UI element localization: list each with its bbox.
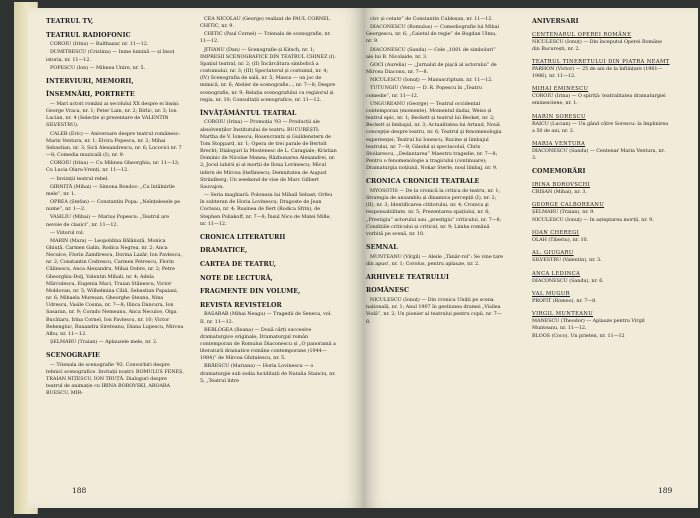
subject-name: ANCA LEDINCA [532,270,581,277]
index-entry: MUNTEANU (Virgil) — Aleile „Tânăr-rol”: Se vine tare din apus!, nr. 1; Corolus, pentru aplauze, nr. 2. [366,253,503,267]
subject-name: GEORGE CALBOREANU [532,201,605,208]
index-entry: RAICU (Lucian) — Un gând către Sorescu: la împlinirea a 50 de ani, nr. 2. [532,120,669,134]
index-entry: NICULESCU (Ionuț) — Manuscriptum, nr. 11—12. [370,77,493,84]
right-page-number: 189 [658,486,673,495]
section-heading: ÎNSEMNĂRI, PORTRETE [46,91,135,99]
index-entry: DIACONESCU (Sandu), nr. 6. [532,277,604,284]
section-heading: CRONICA LITERATURII [200,233,286,241]
section-heading: SCENOGRAFIE [46,352,100,360]
subject-name: IOAN CHEREGI [532,230,580,237]
index-entry: circ și cetate” de Constantin Cubleșan, nr. 11—12. [370,16,493,22]
index-entry: — Viitorul rol. [50,229,85,236]
section-heading: CRONICA CRONICII TEATRALE [366,178,480,186]
section-heading: COMEMORĂRI [532,168,586,176]
subject-name: TEATRUL TINERETULUI DIN PIATRA NEAMȚ [532,58,670,65]
index-entry: CHITIC (Paul Cornel) — Trienala de scenografie, nr. 11—12. [200,31,331,45]
index-entry: BLOOS (Coco), Un prieten, nr. 11—12 [532,333,625,340]
index-entry: DIACONESCU (Romulus) — Comediografie lui Mihai Georgescu, nr. 6; „Caietul de regie” de Bogdan Ulmu, nr. 9. [366,24,500,45]
index-entry: TUTUNGIU (Vera) — D. R. Popescu în „Teatru comedie”, nr. 11—12. [366,85,482,99]
index-entry: — Seria maghiară: Poloneza lui Mihail Sebast; Orfeu în subteran de Horia Lovinescu; Dragoste de Jean Cocteau, nr. 4; Rușinea de fiert (Rodica Sfrin), de Stephen Poliakoff, nr. 7—8; Însul Nico de Matei Mille, nr. 11—12. [200,192,333,227]
section-heading: INTERVIURI, MEMORII, [46,77,134,85]
section-heading: ANIVERSARI [532,18,579,25]
section-heading: TEATRUL TV, [46,18,94,25]
section-heading: REVISTA REVISTELOR [200,301,282,309]
index-entry: GIRNIȚĂ (Mihai) — Simona Bondoc: „Cu întâlnirile mele”, nr. 1. [46,183,175,197]
subject-name: MIHAI EMINESCU [532,86,589,93]
section-heading: NOTE DE LECTURĂ, [200,274,273,282]
subject-name: VAL MUGUR [532,290,570,297]
index-entry: BASARAB (Mihai Neagu) — Tragedii de Seneca, vol. II, nr. 11—12. [200,311,332,325]
index-entry: UNGUREANU (George) — Teatrul occidental contemporan (momente). Momentul dadai, Weiss și teatrul epic, nr. 1; Beckett și teatrul lui Becket, nr. 2; Beckett și limbajul, nr. 3; Actualitatea lui Artaud, Nouă concepție despre teatru, nr. 6; Teatrul şi fenomenologia experienţei; Teatrul lui Ionescu, Rucine și limbajul teatrului, nr. 7—8; Gândul și spectacolul, Chris Stoilarescu, „Dedantarea” Maestru tragedie, nr. 7—8; Pentru o fenomenologie a tragicului (continuare); Dramaturgia noțiunii, Nokar Sterle, noul limbaj, nr. 9. [366,100,502,172]
index-entry: MARIN (Mara) — Leopoldina Bălănuță, Monica Ghiuță, Carmen Galin, Rodica Negrea, nr. 2; Anca Neculce, Florin Zamfirescu, Dorina Lazăr, Ion Pavlescu, nr. 2; Constantin Codrescu, Carmen Petrescu, Florin Călinescu, Anca Alexandru, Mihai Dobre, nr. 2; Petre Gheorghiu-Dolj, Valentin Mihali, nr. 4; Adela Mărculescu, Eugenia Maci, Traian Stănescu, Victor Moldovan, nr. 5; Wilhelmina Cătă, Sebastian Papaiani, nr. 6; Mihaela Mureșan, Gheorghe Șteanu, Nina Udrescu, Vasile Cosma, nr. 7—8; Ilinca Dancura, Ion Sasaran, nr. 9; Corado Nemeanu, Anca Neculce, Olga Bucătaru, Irina Cornel, Ion Pavlescu, nr. 10; Victor Rebengiuc, Ruxandra Sireteanu, Diana Lupescu, Mircea Albu, nr. 11—12. [46,237,184,337]
subject-name: IRINA BOROVSCHI [532,181,591,188]
subject-name: MARIA VENTURA [532,140,586,147]
section-heading: DRAMATICE, [200,247,248,255]
index-entry: MANESCU (Theodor) — Aplauze pentru Virgil Munteanu, nr. 11—12. [532,317,645,331]
index-entry: MYOSOTIS — De la cronică la critica de teatru, nr. 1; Strategia de ansamblu și dinamica percepții (I), nr. 2; (II), nr. 3; Identificarea cititorului, nr. 4; Cronica şi responsabilitate, nr. 5; Prezentarea spațiului, nr. 6; „Prestigiu” actorului sau „prestigiu” criticului, nr. 7—8; Condițiile criticului și criticul, nr. 9; Limba română vorbită pe scenă, nr. 10. [366,187,502,237]
section-heading: SEMNAL [366,243,398,251]
index-entry: DIACONESCU (Sandu) — Centenar Maria Ventura, nr. 3. [532,147,665,161]
left-page-column-1 [46,16,184,399]
index-entry: POPESCU (Ion) — Mihnea Unire, nr. 5. [50,64,146,71]
index-entry: — Mari actori români ai secolului XX despre ei înșiși: George Vraca, nr. 1; Peter Lain, nr. 2; Birlic, nr. 3; Ion Lucian, nr. 4 (Selecție și prezentare de VALENTIN SILVESTRU). [46,101,180,129]
section-heading: ROMÂNESC [366,287,410,295]
index-entry: DIACONESCU (Sandu) — Cele „1001 de simboluri” ale lui B. Nicolaide, nr. 3. [366,46,496,60]
index-entry: BERLOGEA (Ileana) — Două cărți succesive dramaturgice originale; Dramaturgul român contemporan de Romulus Diaconescu și „O panoramă a literaturii dramatice române contemporane (1944—1984)” de Mircea Ghițulescu, nr. 5. [200,326,336,362]
subject-name: AL. GIUGARU [532,250,574,257]
index-entry: — Trienala de scenografie '93. Convorbiri despre tehnici scenografice. Invitații noștri: ROMULUS FENEȘ, TRAIAN NIȚESCU, ION TRUȚĂ. Dialoguri despre teatrul de animație cu IRINA BOROVSKI, AROARA BUESCU, MIR- [46,361,184,397]
index-entry: COROIU (Irina) — Promoția '93 — Producții ale absolvenților Institutului de teatru. BUCUREȘTI: Martha de V. Ionescu; Rosencrantz și Guildenstern de Tom Stoppard, nr. 1; Opera de trei parale de Bertolt Brecht; Dialoguri la Mostenesc de L. Caragiale; Kristian Dominic de Nicolae Manea; Răzbunarea Alexandrei, nr. 2; Jocul iubirii și al morții de Ilona Lovinescu; Micul infern de Mircea Ștefănescu; Demnitatea de August Strindberg; Un weekend de vise de Marc Gilbert Sauvajon. [200,119,337,190]
index-entry: JITIANU (Dan) — Scenografie și Kitsch, nr. 1; IMPRESII SCENOGRAFICE DIN TEATRUL CHINEZ (I). Spațiul teatral, nr. 2; (II) Încărcătura simbolică a costumului, nr. 3; (III) Spectatorul și costumul, nr. 4; (IV) Scenografia de sală, nr. 5; Masca — un joc de mimică, nr. 6; Atelier de scenografie..., nr. 7—8; Despre scenografie, nr. 9; Relația scenografului cu regizorul și regia, nr. 10; Consultații scenografice, nr. 11—12. [200,46,336,103]
left-page-column-2 [200,16,338,386]
section-heading: ARHIVELE TEATRULUI [366,273,449,281]
section-heading: TEATRUL RADIOFONIC [46,31,131,39]
index-entry: CALER (Eric) — Aniversare despre teatrul românesc: Marin Ventura, nr. 1; Elvira Popescu, nr. 2; Mihai Sebastian, nr. 3; Sică Alexandrescu, nr. 6; Lucovici nr. 7—8; Comedia muzicală (I), nr. 9. [46,130,182,159]
index-entry: COROIU (Irina) — Balthazar, nr. 11—12. [50,41,149,48]
index-entry: BRĂESCU (Mariana) — Horia Lovinescu — o dramaturgie sub zodia luciditații de Natalia Stanciu, nr. 5; „Teatrul între [200,363,336,384]
section-heading: ÎNVĂȚĂMÂNTUL TEATRAL [200,109,297,117]
index-entry: CRIȘAN (Mihai), nr. 3. [532,188,587,195]
index-entry: NICULESCU (Ionuț) — Din cronica Uniții pe scena națională, nr. 1; Anul 1907 în gestiunea dramei „Visilea Vodă”, nr. 2; Un pionier al teatrului pentru copii, nr. 7—8. [366,297,502,325]
index-entry: DUMITRESCU (Cristina) — Inme lumină — și însoț istoria, nr. 11—12. [46,49,175,63]
index-entry: CEA NICOLAU (George) realizat de PAUL CORNEL CHITIC, nr. 9. [200,16,330,30]
index-entry: SILVESTRU (Valentin), nr. 3. [532,257,602,264]
subject-name: VIRGIL MUNTEANU [532,310,594,317]
section-heading: CARTEA DE TEATRU, [200,261,276,268]
left-page-number: 188 [72,486,87,495]
index-entry: VASILIU (Mihai) — Marius Popescu: „Teatrul are nevoie de clasici”, nr. 11—12. [46,214,170,228]
index-entry: PARHON (Victor) — 25 de ani de la înființare (1961—1986), nr. 11—12. [532,65,663,80]
subject-name: CENTENARUL OPEREI ROMÂNE [532,31,632,38]
index-entry: COROIU (Irina) — Cu Mihnea Gheorghiu, nr. 11—12; Cu Lucia Olaru-Vrenți, nr. 11—12. [46,160,180,174]
index-entry: ȘELMARU (Traian), nr. 9. [532,208,595,215]
right-page-column-2 [532,16,670,341]
index-entry: NICULESCU (Ionuț) — In așteptarea morții, nr. 9. [532,217,654,224]
index-entry: — Inviinții teatrul rebel. [50,175,109,182]
index-entry: OLAH (Tiberiu), nr. 10. [532,237,589,244]
right-page-column-1 [366,16,504,327]
subject-name: MARIN SORESCU [532,113,586,120]
index-entry: OPREA (Ștefan) — Constantin Popa: „Neînțelesele pe nume”, nr. 1—2. [46,199,181,213]
index-entry: COROIU (Irina) — O spiriță: teatralitatea dramaturgiei eminesciene, nr. 1. [532,93,666,107]
index-entry: NICULESCU (Ionuț) — Din începutul Operei Române din București, nr. 2. [532,38,662,52]
index-entry: ȘELMARU (Traian) — Aplauzele mele, nr. 2. [50,339,158,345]
section-heading: FRAGMENTE DIN VOLUME, [200,288,301,296]
index-entry: GOCI (Aurelia) — „Jurnalul de pişcă al actorului” de Mircea Diaconu, nr. 7—8. [366,61,497,76]
index-entry: PROFIT (Romeo), nr. 7—8. [532,297,597,304]
